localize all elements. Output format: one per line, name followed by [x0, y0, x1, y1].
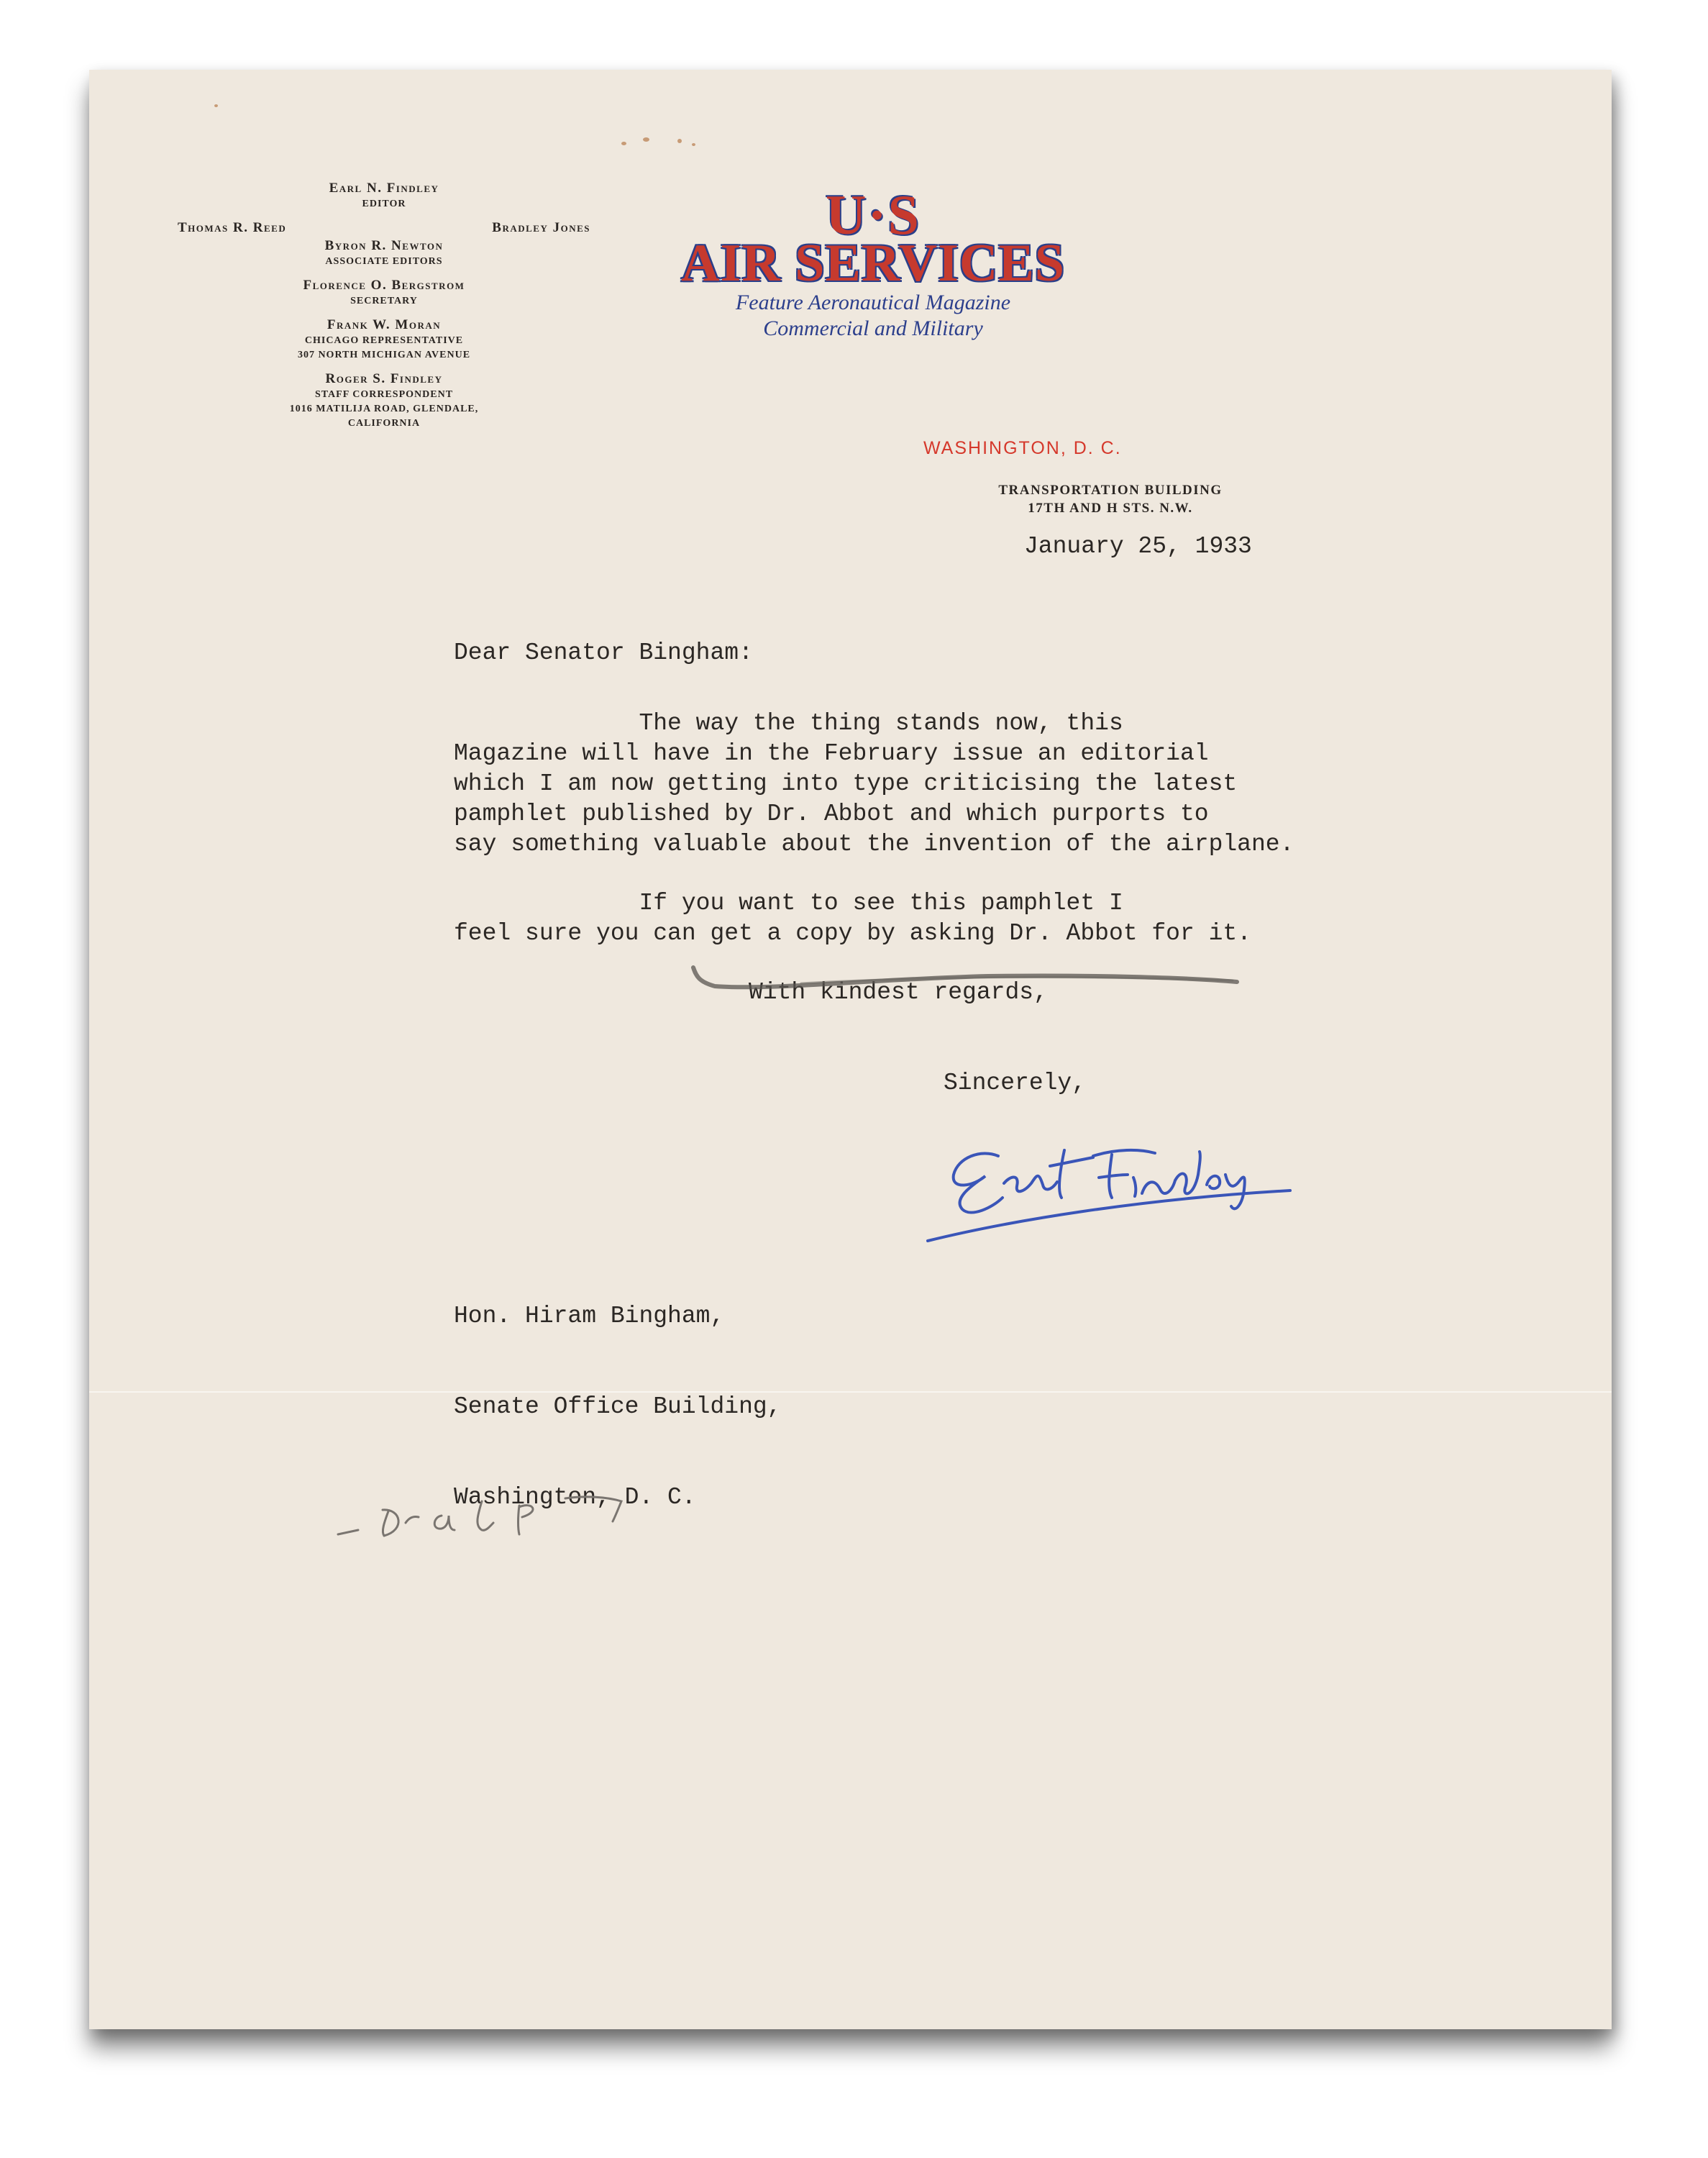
- associate-name: Bradley Jones: [492, 220, 590, 235]
- recipient-line: Washington, D. C.: [454, 1484, 696, 1511]
- office-city: WASHINGTON, D. C.: [923, 438, 1122, 458]
- correspondent-state: CALIFORNIA: [347, 418, 421, 429]
- paper-fold-line: [89, 1391, 1612, 1393]
- correspondent-name: Roger S. Findley: [325, 371, 443, 386]
- letter-date: January 25, 1933: [1024, 533, 1252, 560]
- logo-tagline: Feature Aeronautical Magazine: [735, 291, 1011, 314]
- paper-speck: [692, 143, 695, 146]
- associate-role: ASSOCIATE EDITORS: [325, 256, 443, 267]
- correspondent-address: 1016 MATILIJA ROAD, GLENDALE,: [289, 404, 479, 414]
- masthead-associates: [175, 219, 593, 269]
- paper-speck: [621, 142, 626, 145]
- letter-sheet: [89, 70, 1612, 2029]
- masthead-editor: [175, 179, 593, 211]
- logo-us-text: U·S: [826, 183, 921, 246]
- secretary-name: Florence O. Bergstrom: [303, 278, 465, 293]
- office-address: [952, 481, 1269, 517]
- paper-speck: [214, 104, 218, 107]
- masthead-correspondent: [175, 370, 593, 431]
- magazine-logo: [650, 183, 1096, 342]
- paper-speck: [677, 139, 682, 143]
- logo-tagline: Commercial and Military: [763, 317, 983, 340]
- letter-valediction: Sincerely,: [944, 1070, 1087, 1096]
- letter-salutation: Dear Senator Bingham:: [454, 639, 753, 666]
- letter-paragraph: The way the thing stands now, this Magazine will have in the February issue an editorial which I am now getting into type criticising the latest pamphlet published by Dr. Abbot and which purports to say something valuable about the invention of the airplane.: [454, 710, 1294, 857]
- editor-name: Earl N. Findley: [329, 181, 439, 196]
- chicago-rep-name: Frank W. Moran: [326, 317, 442, 332]
- letter-paragraph: If you want to see this pamphlet I feel sure you can get a copy by asking Dr. Abbot for it.: [454, 890, 1251, 947]
- masthead-secretary: [175, 276, 593, 309]
- recipient-line: Senate Office Building,: [454, 1393, 782, 1420]
- editor-role: EDITOR: [362, 199, 406, 209]
- logo-title-text: AIR SERVICES: [681, 234, 1065, 293]
- correspondent-role: STAFF CORRESPONDENT: [314, 389, 454, 400]
- office-building: TRANSPORTATION BUILDING: [998, 483, 1223, 498]
- office-streets: 17TH AND H STS. N.W.: [1028, 501, 1193, 516]
- chicago-rep-address: 307 NORTH MICHIGAN AVENUE: [297, 350, 471, 360]
- masthead-chicago: [175, 316, 593, 363]
- secretary-role: SECRETARY: [350, 296, 418, 306]
- chicago-rep-role: CHICAGO REPRESENTATIVE: [304, 335, 464, 346]
- associate-row: [175, 219, 593, 237]
- handwritten-signature: [923, 1106, 1326, 1264]
- pencil-annotation: [334, 1465, 657, 1552]
- pencil-strikethrough: [686, 947, 1261, 1034]
- struck-closing: With kindest regards,: [749, 979, 1048, 1006]
- associate-name: Byron R. Newton: [324, 238, 444, 253]
- recipient-line: Hon. Hiram Bingham,: [454, 1303, 725, 1329]
- associate-name: Thomas R. Reed: [178, 220, 287, 235]
- masthead-staff-list: [175, 179, 593, 438]
- paper-speck: [643, 137, 649, 142]
